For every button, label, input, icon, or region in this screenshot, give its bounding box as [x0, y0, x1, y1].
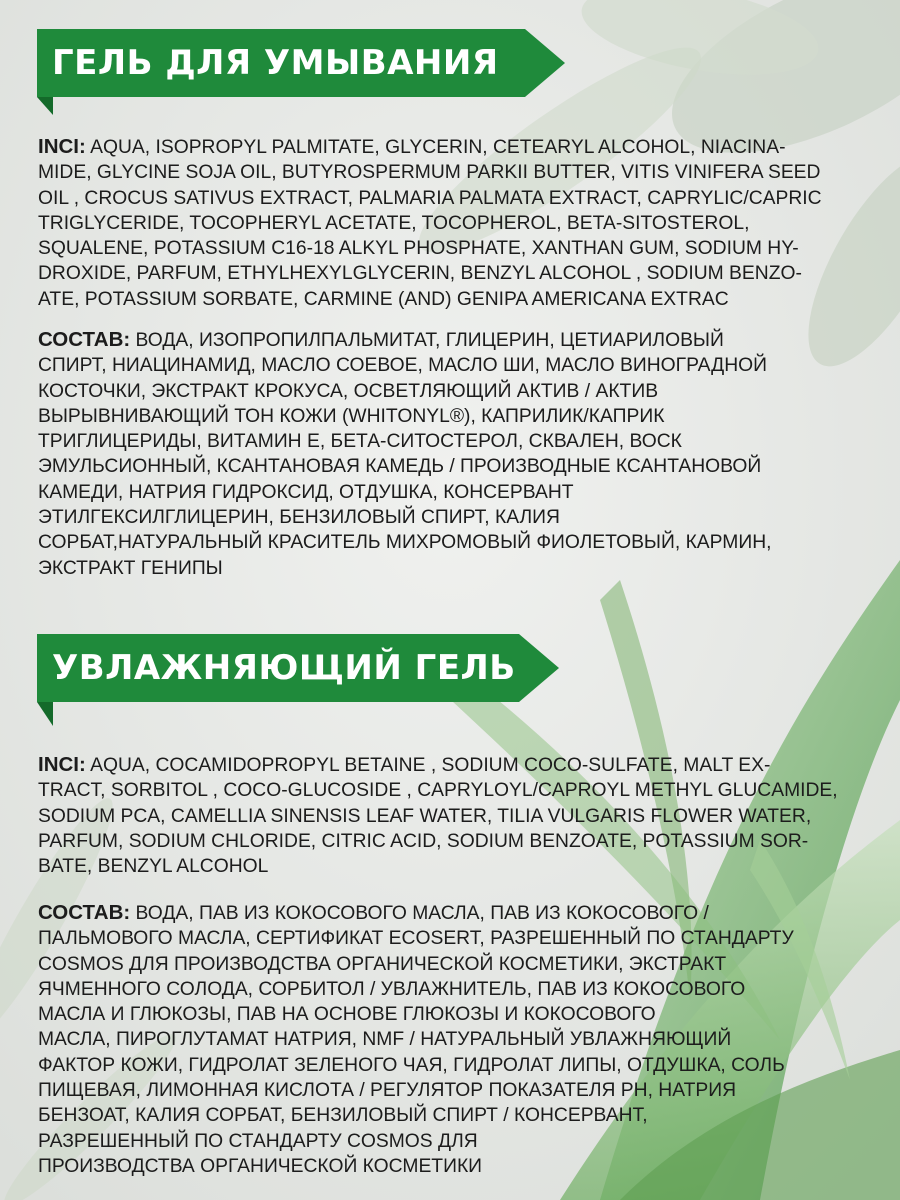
sostav-line: ЭТИЛГЕКСИЛГЛИЦЕРИН, БЕНЗИЛОВЫЙ СПИРТ, КАЛИЯ	[38, 507, 560, 529]
sostav-line: МАСЛА, ПИРОГЛУТАМАТ НАТРИЯ, NMF / НАТУРАЛЬНЫЙ УВЛАЖНЯЮЩИЙ	[38, 1029, 732, 1051]
sostav-label: СОСТАВ:	[38, 328, 131, 351]
sostav-paragraph	[38, 327, 868, 581]
sostav-line: СОРБАТ,НАТУРАЛЬНЫЙ КРАСИТЕЛЬ МИХРОМОВЫЙ ФИОЛЕТОВЫЙ, КАРМИН,	[38, 532, 772, 554]
sostav-line: ВОДА, ИЗОПРОПИЛПАЛЬМИТАТ, ГЛИЦЕРИН, ЦЕТИАРИЛОВЫЙ	[130, 330, 724, 351]
inci-paragraph	[38, 134, 868, 312]
inci-line: MIDE, GLYCINE SOJA OIL, BUTYROSPERMUM PARKII BUTTER, VITIS VINIFERA SEED	[38, 162, 821, 184]
sostav-line: COSMOS ДЛЯ ПРОИЗВОДСТВА ОРГАНИЧЕСКОЙ КОСМЕТИКИ, ЭКСТРАКТ	[38, 953, 727, 975]
sostav-line: ЭКСТРАКТ ГЕНИПЫ	[38, 557, 223, 579]
section-title: УВЛАЖНЯЮЩИЙ ГЕЛЬ	[52, 648, 516, 688]
sostav-line: ФАКТОР КОЖИ, ГИДРОЛАТ ЗЕЛЕНОГО ЧАЯ, ГИДРОЛАТ ЛИПЫ, ОТДУШКА, СОЛЬ	[38, 1054, 785, 1076]
sostav-line: ВОДА, ПАВ ИЗ КОКОСОВОГО МАСЛА, ПАВ ИЗ КОКОСОВОГО /	[130, 903, 709, 924]
inci-line: SQUALENE, POTASSIUM C16-18 ALKYL PHOSPHATE, XANTHAN GUM, SODIUM HY-	[38, 238, 799, 260]
sostav-line: ВЫРЫВНИВАЮЩИЙ ТОН КОЖИ (WHITONYL®), КАПРИЛИК/КАПРИК	[38, 405, 665, 427]
sostav-line: ПРОИЗВОДСТВА ОРГАНИЧЕСКОЙ КОСМЕТИКИ	[38, 1155, 483, 1177]
sostav-line: МАСЛА И ГЛЮКОЗЫ, ПАВ НА ОСНОВЕ ГЛЮКОЗЫ И КОКОСОВОГО	[38, 1004, 656, 1026]
sostav-label: СОСТАВ:	[38, 901, 131, 924]
sostav-line: ПАЛЬМОВОГО МАСЛА, СЕРТИФИКАТ ECOSERT, РАЗРЕШЕННЫЙ ПО СТАНДАРТУ	[38, 928, 794, 950]
sostav-line: БЕНЗОАТ, КАЛИЯ СОРБАТ, БЕНЗИЛОВЫЙ СПИРТ / КОНСЕРВАНТ,	[38, 1105, 648, 1127]
inci-line: TRIGLYCERIDE, TOCOPHERYL ACETATE, TOCOPHEROL, BETA-SITOSTEROL,	[38, 212, 750, 234]
inci-label: INCI:	[38, 753, 86, 776]
inci-line: DROXIDE, PARFUM, ETHYLHEXYLGLYCERIN, BENZYL ALCOHOL , SODIUM BENZO-	[38, 263, 802, 285]
sostav-line: ТРИГЛИЦЕРИДЫ, ВИТАМИН Е, БЕТА-СИТОСТЕРОЛ, СКВАЛЕН, ВОСК	[38, 431, 682, 453]
inci-line: ATE, POTASSIUM SORBATE, CARMINE (AND) GENIPA AMERICANA EXTRAC	[38, 288, 729, 310]
sostav-line: КОСТОЧКИ, ЭКСТРАКТ КРОКУСА, ОСВЕТЛЯЮЩИЙ АКТИВ / АКТИВ	[38, 380, 659, 402]
sostav-line: РАЗРЕШЕННЫЙ ПО СТАНДАРТУ COSMOS ДЛЯ	[38, 1130, 478, 1152]
inci-line: PARFUM, SODIUM CHLORIDE, CITRIC ACID, SODIUM BENZOATE, POTASSIUM SOR-	[38, 830, 809, 852]
sostav-paragraph	[38, 900, 868, 1179]
inci-line: TRACT, SORBITOL , COCO-GLUCOSIDE , CAPRYLOYL/CAPROYL METHYL GLUCAMIDE,	[38, 780, 838, 802]
section-title: ГЕЛЬ ДЛЯ УМЫВАНИЯ	[52, 43, 499, 83]
section-banner-moisturizing-gel	[37, 634, 562, 702]
inci-line: AQUA, ISOPROPYL PALMITATE, GLYCERIN, CETEARYL ALCOHOL, NIACINA-	[85, 137, 786, 158]
sostav-line: КАМЕДИ, НАТРИЯ ГИДРОКСИД, ОТДУШКА, КОНСЕРВАНТ	[38, 481, 574, 503]
sostav-line: ЯЧМЕННОГО СОЛОДА, СОРБИТОЛ / УВЛАЖНИТЕЛЬ, ПАВ ИЗ КОКОСОВОГО	[38, 978, 746, 1000]
sostav-line: СПИРТ, НИАЦИНАМИД, МАСЛО СОЕВОЕ, МАСЛО ШИ, МАСЛО ВИНОГРАДНОЙ	[38, 355, 767, 377]
section-banner-face-wash	[37, 29, 567, 97]
sostav-line: ЭМУЛЬСИОННЫЙ, КСАНТАНОВАЯ КАМЕДЬ / ПРОИЗВОДНЫЕ КСАНТАНОВОЙ	[38, 456, 762, 478]
sostav-line: ПИЩЕВАЯ, ЛИМОННАЯ КИСЛОТА / РЕГУЛЯТОР ПОКАЗАТЕЛЯ PH, НАТРИЯ	[38, 1080, 737, 1102]
inci-line: OIL , CROCUS SATIVUS EXTRACT, PALMARIA PALMATA EXTRACT, CAPRYLIC/CAPRIC	[38, 187, 822, 209]
inci-line: AQUA, COCAMIDOPROPYL BETAINE , SODIUM COCO-SULFATE, MALT EX-	[85, 755, 771, 776]
inci-line: BATE, BENZYL ALCOHOL	[38, 856, 269, 878]
inci-line: SODIUM PCA, CAMELLIA SINENSIS LEAF WATER, TILIA VULGARIS FLOWER WATER,	[38, 805, 812, 827]
inci-label: INCI:	[38, 135, 86, 158]
inci-paragraph	[38, 752, 868, 879]
